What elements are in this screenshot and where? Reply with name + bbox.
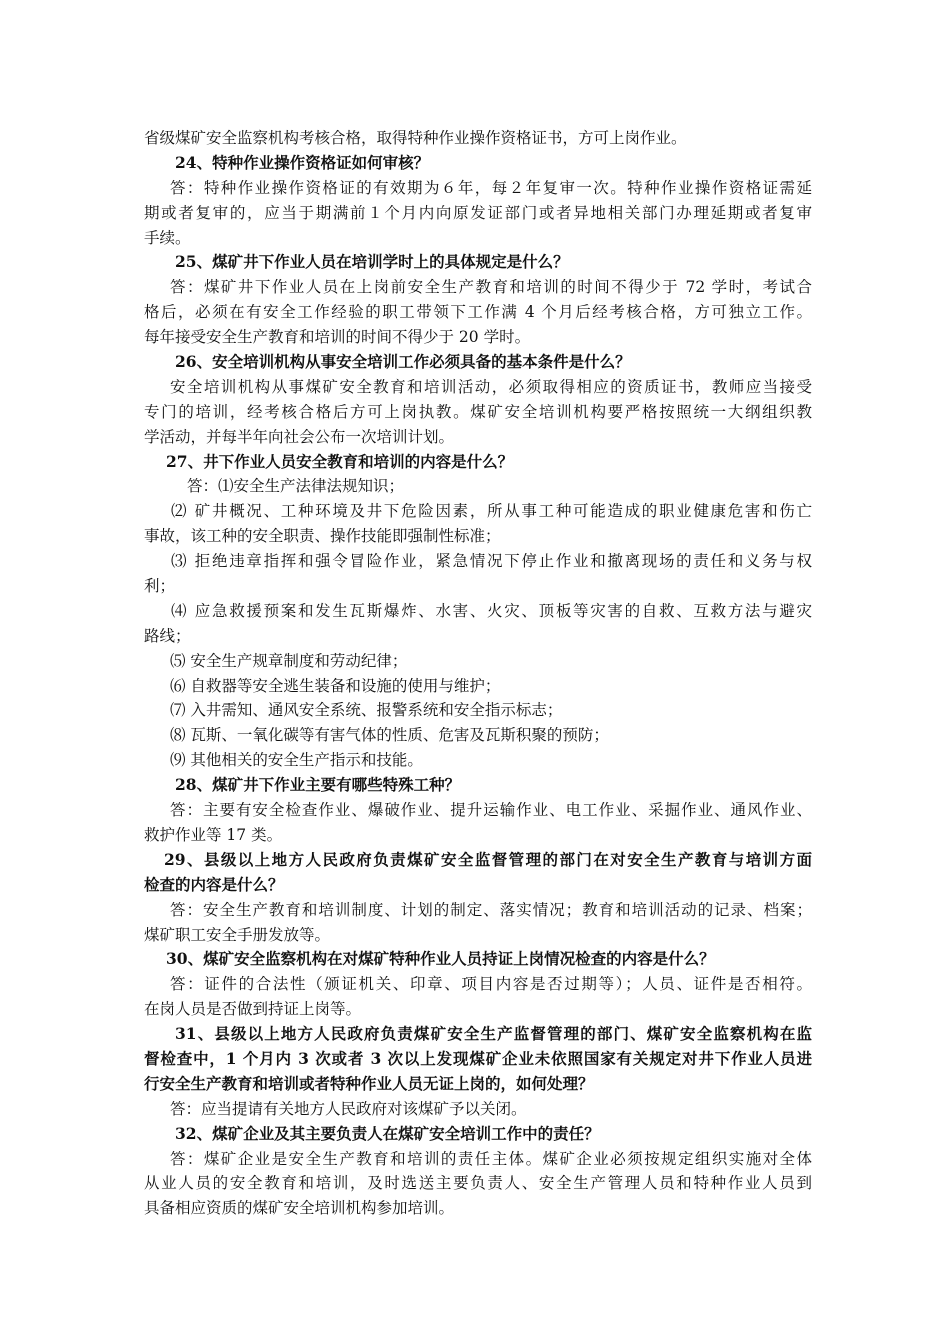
question-heading: 28、煤矿井下作业主要有哪些特殊工种？ <box>175 775 461 795</box>
document-page <box>144 126 812 1221</box>
body-text-line: 答：安全生产教育和培训制度、计划的制定、落实情况；教育和培训活动的记录、档案； <box>170 900 812 919</box>
body-text-line: 答：主要有安全检查作业、爆破作业、提升运输作业、电工作业、采掘作业、通风作业、 <box>170 801 812 820</box>
question-heading: 31、县级以上地方人民政府负责煤矿安全生产监督管理的部门、煤矿安全监察机构在监 <box>175 1024 812 1044</box>
body-text-line: 救护作业等 17 类。 <box>144 825 283 844</box>
question-heading: 25、煤矿井下作业人员在培训学时上的具体规定是什么？ <box>175 252 569 272</box>
body-text-line: ⑶ 拒绝违章指挥和强令冒险作业，紧急情况下停止作业和撤离现场的责任和义务与权 <box>171 552 812 571</box>
body-text-line: 每年接受安全生产教育和培训的时间不得少于 20 学时。 <box>144 328 531 347</box>
question-heading: 27、井下作业人员安全教育和培训的内容是什么？ <box>166 451 514 471</box>
body-text-line: ⑸ 安全生产规章制度和劳动纪律； <box>170 651 408 670</box>
body-text-line: 路线； <box>144 626 191 645</box>
question-heading: 检查的内容是什么？ <box>144 874 284 894</box>
body-text-line: 答：特种作业操作资格证的有效期为６年，每２年复审一次。特种作业操作资格证需延 <box>170 178 812 197</box>
body-text-line: 事故，该工种的安全职责、操作技能即强制性标准； <box>144 527 501 546</box>
body-text-line: ⑻ 瓦斯、一氧化碳等有害气体的性质、危害及瓦斯积聚的预防； <box>170 726 609 745</box>
body-text-line: 学活动，并每半年向社会公布一次培训计划。 <box>144 427 455 446</box>
body-text-line: 煤矿职工安全手册发放等。 <box>144 925 331 944</box>
body-text-line: 格后，必须在有安全工作经验的职工带领下工作满 4 个月后经考核合格，方可独立工作。 <box>144 303 812 322</box>
question-heading: 行安全生产教育和培训或者特种作业人员无证上岗的，如何处理？ <box>144 1073 594 1093</box>
body-text-line: ⑷ 应急救援预案和发生瓦斯爆炸、水害、火灾、顶板等灾害的自救、互救方法与避灾 <box>171 601 812 620</box>
body-text-line: 答：⑴安全生产法律法规知识； <box>187 477 405 496</box>
body-text-line: ⑼ 其他相关的安全生产指示和技能。 <box>170 751 423 770</box>
question-heading: 32、煤矿企业及其主要负责人在煤矿安全培训工作中的责任？ <box>175 1123 600 1143</box>
body-text-line: 专门的培训，经考核合格后方可上岗执教。煤矿安全培训机构要严格按照统一大纲组织教 <box>144 402 812 421</box>
body-text-line: 手续。 <box>144 228 191 247</box>
question-heading: 26、安全培训机构从事安全培训工作必须具备的基本条件是什么？ <box>175 352 631 372</box>
body-text-line: 具备相应资质的煤矿安全培训机构参加培训。 <box>144 1199 455 1218</box>
body-text-line: ⑵ 矿井概况、工种环境及井下危险因素，所从事工种可能造成的职业健康危害和伤亡 <box>171 502 812 521</box>
body-text-line: 省级煤矿安全监察机构考核合格，取得特种作业操作资格证书，方可上岗作业。 <box>144 129 687 147</box>
body-text-line: 答：煤矿井下作业人员在上岗前安全生产教育和培训的时间不得少于 72 学时，考试合 <box>170 278 812 297</box>
body-text-line: 答：煤矿企业是安全生产教育和培训的责任主体。煤矿企业必须按规定组织实施对全体 <box>170 1149 812 1168</box>
body-text-line: 答：证件的合法性（颁证机关、印章、项目内容是否过期等）；人员、证件是否相符。 <box>170 975 812 994</box>
body-text-line: 利； <box>144 577 176 596</box>
body-text-line: 从业人员的安全教育和培训，及时选送主要负责人、安全生产管理人员和特种作业人员到 <box>144 1174 812 1193</box>
body-text-line: ⑹ 自救器等安全逃生装备和设施的使用与维护； <box>170 676 501 695</box>
body-text-line: ⑺ 入井需知、通风安全系统、报警系统和安全指示标志； <box>170 701 563 720</box>
body-text-line: 期或者复审的，应当于期满前１个月内向原发证部门或者异地相关部门办理延期或者复审 <box>144 203 812 222</box>
question-heading: 24、特种作业操作资格证如何审核？ <box>175 152 430 172</box>
body-text-line: 答：应当提请有关地方人民政府对该煤矿予以关闭。 <box>170 1099 527 1118</box>
body-text-line: 在岗人员是否做到持证上岗等。 <box>144 1000 362 1019</box>
body-text-line: 安全培训机构从事煤矿安全教育和培训活动，必须取得相应的资质证书，教师应当接受 <box>170 377 812 396</box>
question-heading: 30、煤矿安全监察机构在对煤矿特种作业人员持证上岗情况检查的内容是什么？ <box>166 949 715 969</box>
question-heading: 督检查中，1 个月内 3 次或者 3 次以上发现煤矿企业未依照国家有关规定对井下作业人员进 <box>144 1048 812 1068</box>
question-heading: 29、县级以上地方人民政府负责煤矿安全监督管理的部门在对安全生产教育与培训方面 <box>164 849 812 869</box>
